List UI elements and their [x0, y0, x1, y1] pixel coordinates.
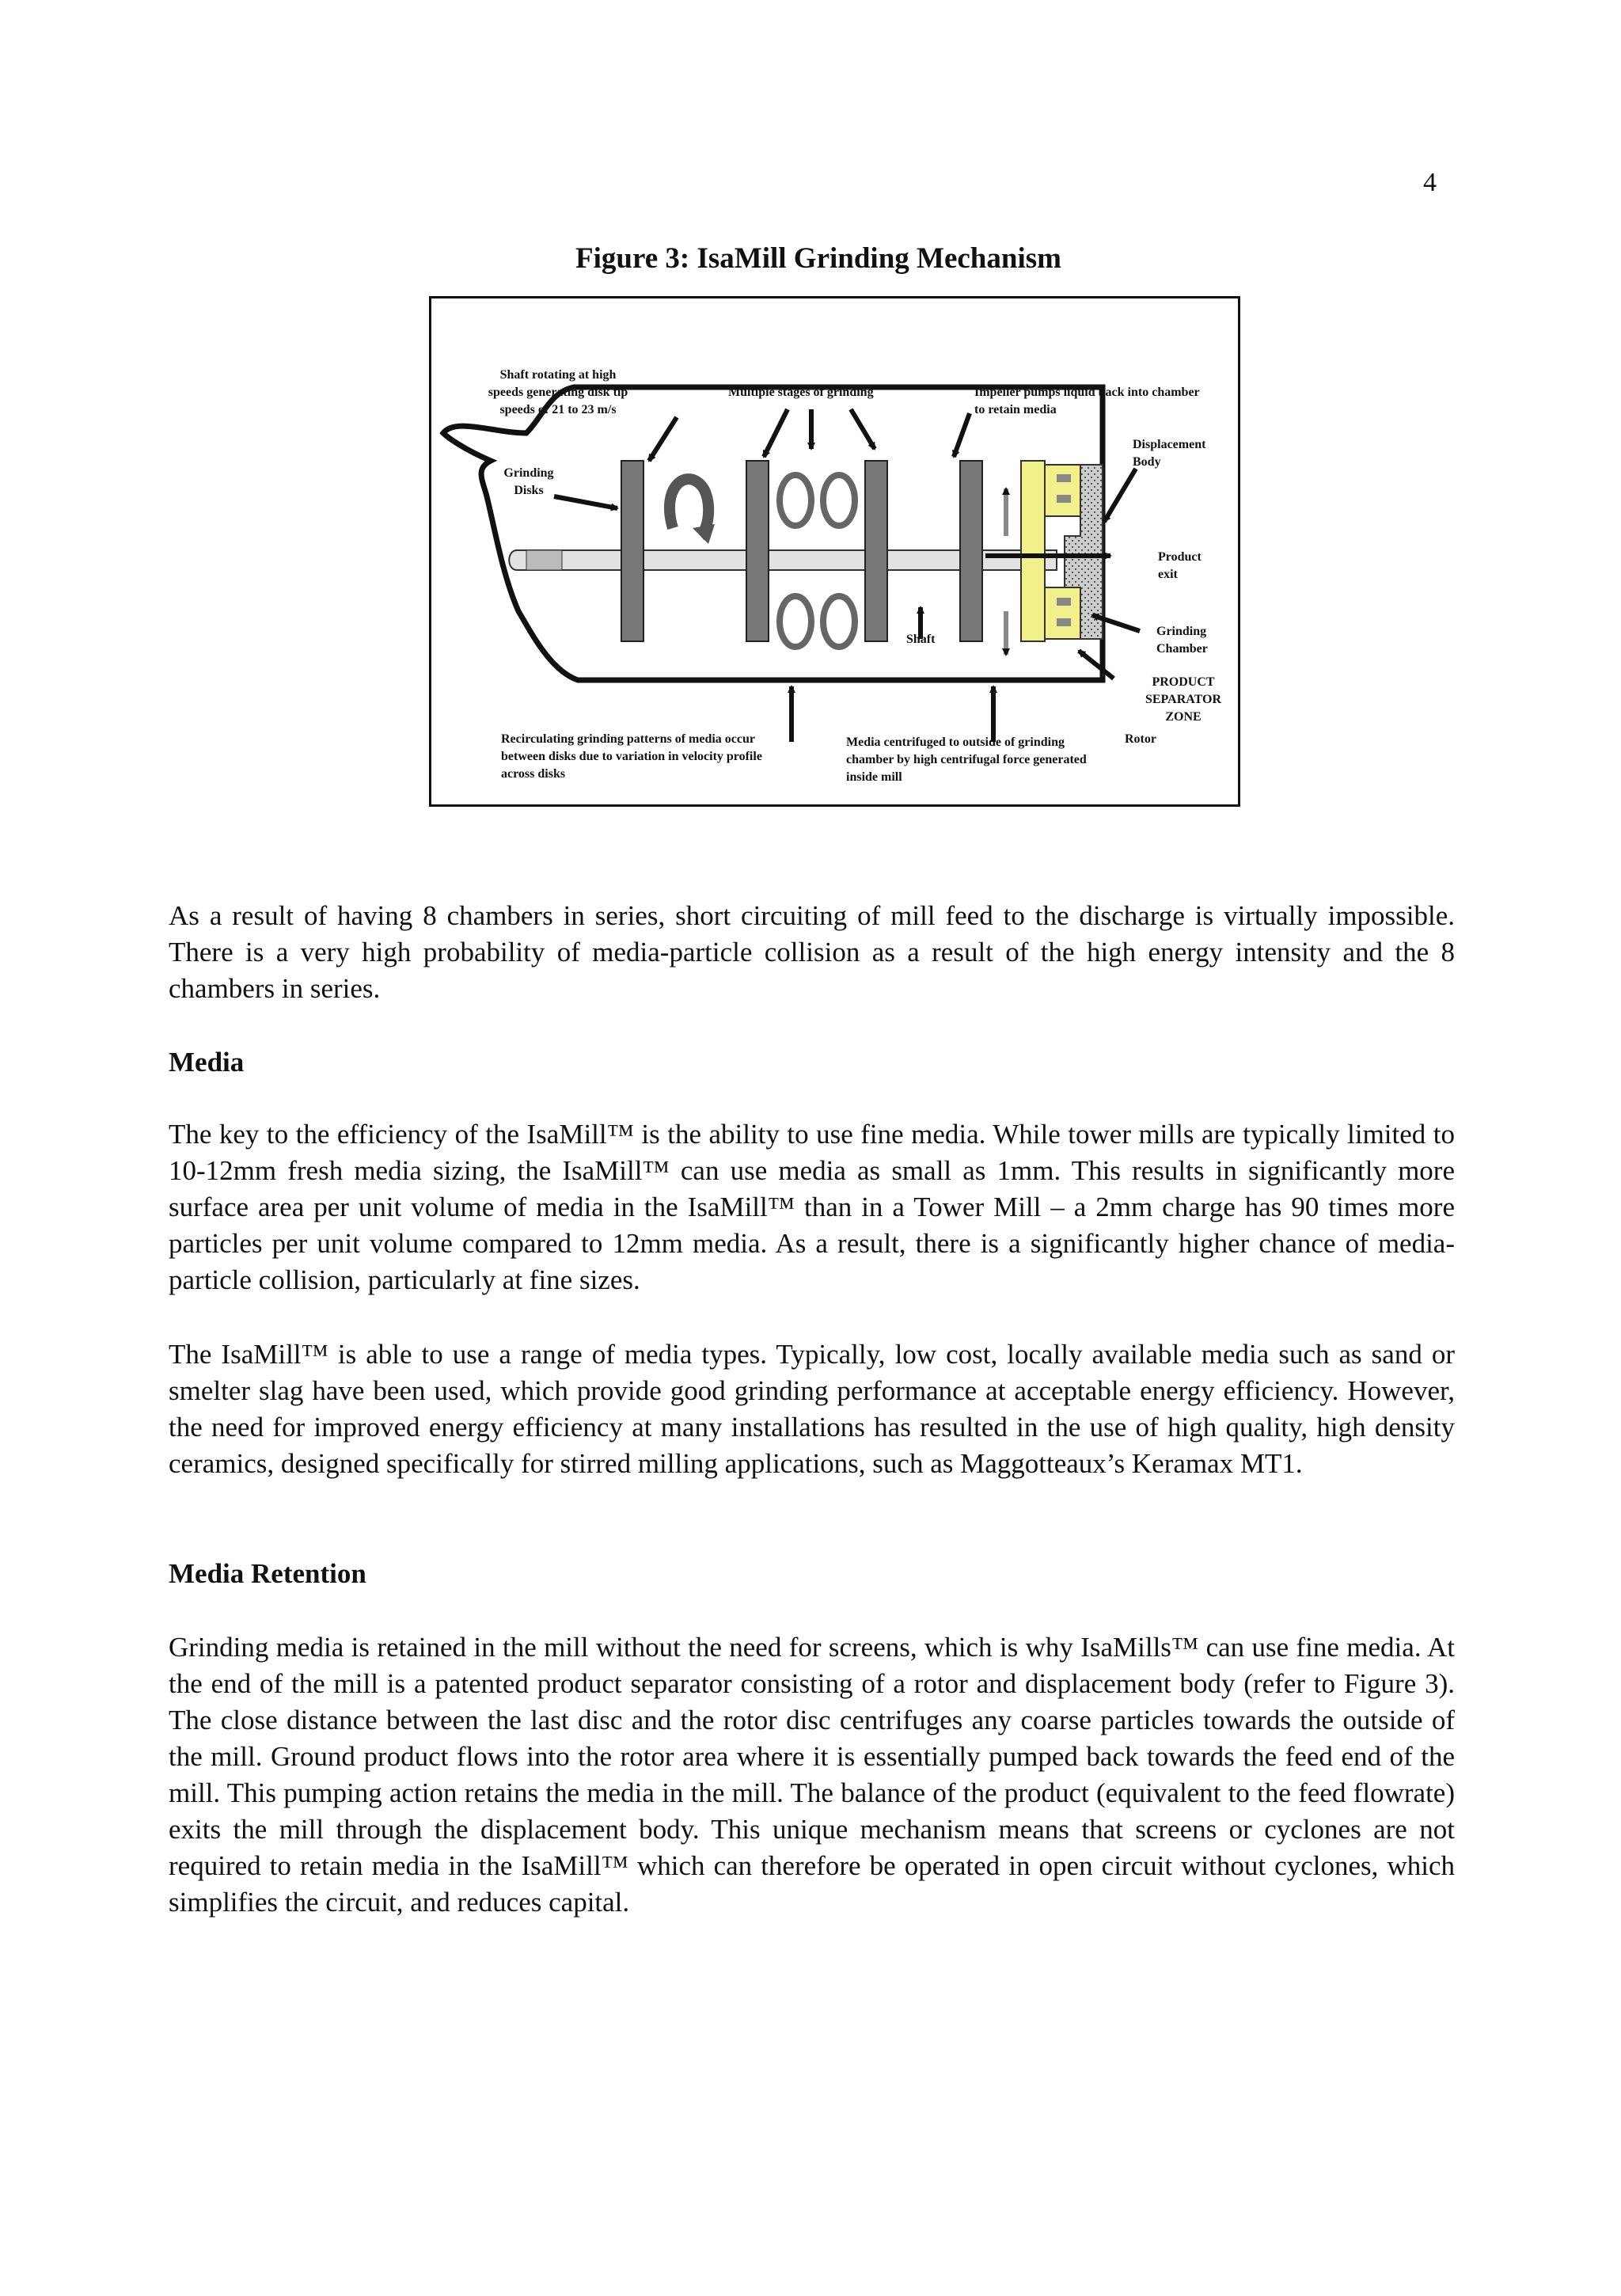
circulation-arrow	[780, 596, 811, 647]
paragraph-media-1-text: The key to the efficiency of the IsaMill™ is the ability to use fine media. While tower mills are typically limited to 10-12mm fresh media sizing, the IsaMill™ can use media as small as 1mm. This results in significantly more surface area per unit volume of media in the IsaMill™ than in a Tower Mill – a 2mm charge has 90 times more particles per unit volume compared to 12mm media. As a result, there is a significantly higher chance of media-particle collision, particularly at fine sizes.	[169, 1119, 1455, 1295]
label-rotor: Rotor	[1125, 732, 1156, 746]
label-grinding-disks: Grinding Disks	[503, 466, 554, 497]
label-impeller: Impeller pumps liquid back into chamber to retain media	[974, 386, 1200, 416]
grinding-disk	[746, 461, 769, 641]
pointer-arrow	[649, 417, 677, 461]
page-number: 4	[1423, 168, 1437, 197]
label-recirculating: Recirculating grinding patterns of media occur between disks due to variation in velocity profile across disks	[501, 732, 762, 781]
pointer-arrow	[764, 409, 788, 457]
label-media-centrifuged: Media centrifuged to outside of grinding chamber by high centrifugal force generated inside mill	[846, 736, 1087, 784]
grinding-disk	[960, 461, 982, 641]
label-shaft: Shaft	[906, 633, 936, 646]
label-displacement-body: Displacement Body	[1133, 438, 1206, 469]
label-multiple-stages: Multiple stages of grinding	[728, 386, 874, 399]
figure-diagram	[429, 296, 1240, 807]
circulation-arrow	[780, 475, 811, 526]
label-product-exit: Product exit	[1158, 550, 1202, 581]
pointer-arrow	[851, 409, 875, 449]
figure-title: Figure 3: IsaMill Grinding Mechanism	[575, 242, 1061, 275]
pointer-arrow	[954, 413, 970, 457]
paragraph-media-2	[169, 1336, 1455, 1482]
heading-media-retention: Media Retention	[169, 1558, 366, 1589]
rotor	[1021, 461, 1045, 641]
paragraph-media-2-text: The IsaMill™ is able to use a range of media types. Typically, low cost, locally available media such as sand or smelter slag have been used, which provide good grinding performance at acceptable energy efficiency. However, the need for improved energy efficiency at many installations has resulted in the use of high quality, high density ceramics, designed specifically for stirred milling applications, such as Maggotteaux’s Keramax MT1.	[169, 1339, 1455, 1479]
label-product-separator-zone: PRODUCT SEPARATOR ZONE	[1145, 675, 1221, 724]
pointer-arrow	[1079, 651, 1114, 679]
grinding-disk	[865, 461, 887, 641]
paragraph-retention-text: Grinding media is retained in the mill without the need for screens, which is why IsaMills™ can use fine media. At the end of the mill is a patented product separator consisting of a rotor and displacement body (refer to Figure 3). The close distance between the last disc and the rotor disc centrifuges any coarse particles towards the outside of the mill. Ground product flows into the rotor area where it is essentially pumped back towards the feed end of the mill. This pumping action retains the media in the mill. The balance of the product (equivalent to the feed flowrate) exits the mill through the displacement body. This unique mechanism means that screens or cyclones are not required to retain media in the IsaMill™ which can therefore be operated in open circuit without cyclones, which simplifies the circuit, and reduces capital.	[169, 1632, 1455, 1918]
label-shaft-rotating: Shaft rotating at high speeds generating disk tip speeds of 21 to 23 m/s	[488, 368, 628, 416]
paragraph-intro	[169, 898, 1455, 1007]
paragraph-retention	[169, 1629, 1455, 1921]
circulation-arrow	[823, 596, 855, 647]
grinding-disk	[621, 461, 643, 641]
paragraph-media-1	[169, 1116, 1455, 1298]
circulation-arrow	[823, 475, 855, 526]
heading-media: Media	[169, 1047, 245, 1078]
pointer-arrow	[1104, 469, 1136, 522]
label-grinding-chamber: Grinding Chamber	[1156, 625, 1208, 656]
paragraph-intro-text: As a result of having 8 chambers in series, short circuiting of mill feed to the discharge is virtually impossible. There is a very high probability of media-particle collision as a result of the high energy intensity and the 8 chambers in series.	[169, 900, 1455, 1004]
